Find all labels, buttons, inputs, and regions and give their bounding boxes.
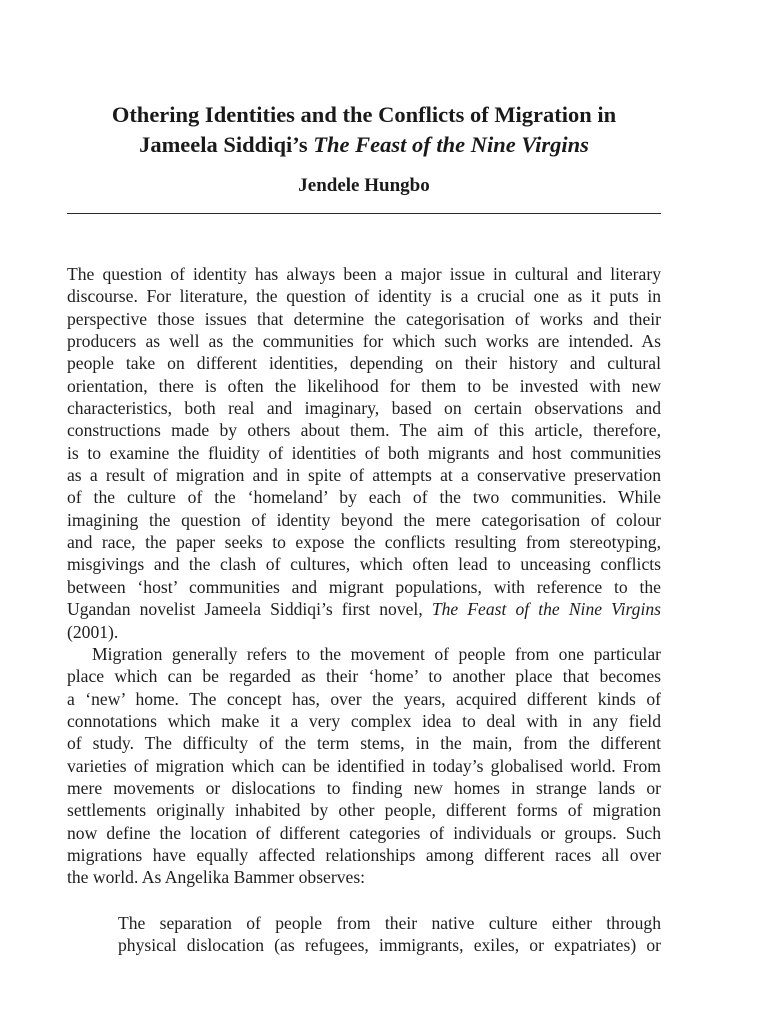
title-line-1: Othering Identities and the Conflicts of Migration in [111, 102, 617, 127]
text-line: of study. The difficulty of the term stems, in the main, from the different [67, 733, 661, 754]
text-line: discourse. For literature, the question of identity is a crucial one as it puts in [67, 286, 661, 307]
text-line: is to examine the fluidity of identities of both migrants and host communities [67, 442, 661, 463]
text-line: now define the location of different categories of individuals or groups. Such [67, 822, 661, 843]
title-line-2 [0, 130, 728, 160]
text-line: people take on different identities, depending on their history and cultural [67, 353, 661, 374]
text-line: constructions made by others about them. The aim of this article, therefore, [67, 420, 661, 441]
text-line: of the culture of the ‘homeland’ by each of the two communities. While [67, 487, 661, 508]
paragraph-2 [67, 643, 661, 889]
paragraph-1 [67, 263, 661, 643]
text-line: producers as well as the communities for which such works are intended. As [67, 331, 661, 352]
novel-title: The Feast of the Nine Virgins [431, 599, 661, 620]
text-line [67, 598, 661, 620]
text-line: a ‘new’ home. The concept has, over the years, acquired different kinds of [67, 688, 661, 709]
article-title [0, 100, 728, 160]
title-line-2-prefix: Jameela Siddiqi’s [139, 132, 314, 157]
text-line-prefix: Ugandan novelist Jameela Siddiqi’s first novel, [67, 599, 432, 620]
article-body [67, 263, 661, 889]
text-line: The question of identity has always been a major issue in cultural and literary [67, 264, 661, 284]
text-line: settlements originally inhabited by other people, different forms of migration [67, 800, 661, 821]
text-line: as a result of migration and in spite of attempts at a conservative preservation [67, 465, 661, 486]
text-line: migrations have equally affected relationships among different races all over [67, 844, 661, 865]
text-line: varieties of migration which can be identified in today’s globalised world. From [67, 755, 661, 776]
title-book-name: The Feast of the Nine Virgins [313, 132, 589, 157]
text-line: characteristics, both real and imaginary, based on certain observations and [67, 398, 661, 419]
text-line: place which can be regarded as their ‘home’ to another place that becomes [67, 666, 661, 687]
text-line: the world. As Angelika Bammer observes: [67, 867, 366, 888]
text-line: misgivings and the clash of cultures, which often lead to unceasing conflicts [67, 554, 661, 575]
text-line: imagining the question of identity beyond the mere categorisation of colour [67, 509, 661, 530]
text-line: and race, the paper seeks to expose the conflicts resulting from stereotyping, [67, 532, 661, 553]
quote-line: The separation of people from their native culture either through [118, 913, 661, 933]
text-line: Migration generally refers to the movement of people from one particular [92, 643, 661, 664]
text-line: between ‘host’ communities and migrant populations, with reference to the [67, 576, 661, 597]
text-line: orientation, there is often the likelihood for them to be invested with new [67, 375, 661, 396]
text-line: connotations which make it a very complex idea to deal with in any field [67, 710, 661, 731]
text-line: mere movements or dislocations to finding new homes in strange lands or [67, 777, 661, 798]
text-line: perspective those issues that determine the categorisation of works and their [67, 308, 661, 329]
title-divider [67, 213, 661, 214]
text-line: (2001). [67, 621, 119, 642]
author-name: Jendele Hungbo [298, 175, 430, 196]
block-quote [118, 912, 661, 957]
quote-line: physical dislocation (as refugees, immigrants, exiles, or expatriates) or [118, 935, 661, 956]
